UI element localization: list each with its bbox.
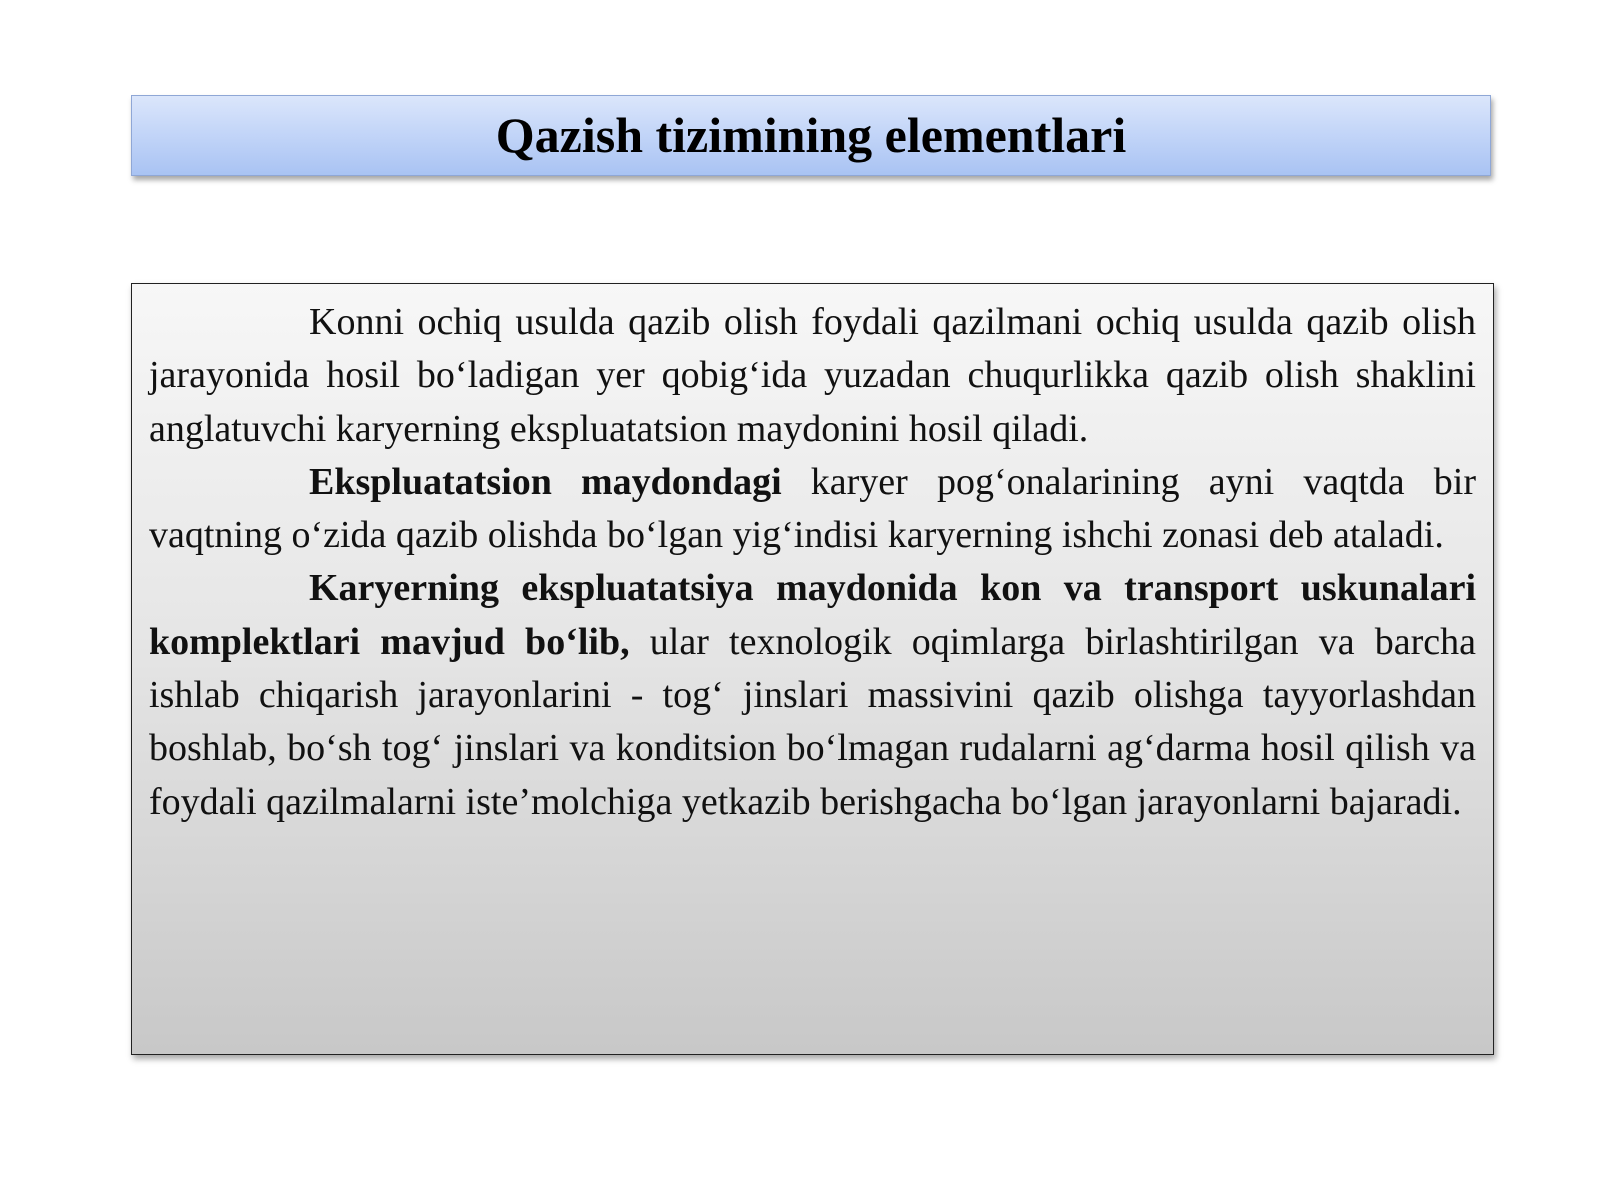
content-box — [131, 283, 1494, 1055]
slide-title: Qazish tizimining elementlari — [495, 106, 1127, 163]
paragraph-3-bold: Karyerning ekspluatatsiya maydonida kon va transport uskunalari komplektlari mavjud bo‘lib, — [149, 567, 1476, 663]
paragraph-2 — [149, 456, 1476, 563]
paragraph-2-text: karyer pog‘onalarining ayni vaqtda bir vaqtning o‘zida qazib olishda bo‘lgan yig‘indisi karyerning ishchi zonasi deb ataladi. — [149, 460, 1476, 557]
paragraph-2-bold: Ekspluatatsion maydondagi — [309, 460, 782, 503]
paragraph-3-text: ular texnologik oqimlarga birlashtirilgan va barcha ishlab chiqarish jarayonlarini - tog‘ jinslari massivini qazib olishga tayyorlashdan boshlab, bo‘sh tog‘ jinslari va konditsion bo‘lmagan rudalarni ag‘darma hosil qilish va foydali qazilmalarni iste’molchiga yetkazib berishgacha bo‘lgan jarayonlarni bajaradi. — [149, 620, 1476, 823]
paragraph-1 — [149, 296, 1476, 456]
title-box — [131, 95, 1491, 176]
paragraph-1-text: Konni ochiq usulda qazib olish foydali qazilmani ochiq usulda qazib olish jarayonida hosil bo‘ladigan yer qobig‘ida yuzadan chuqurlikka qazib olish shaklini anglatuvchi karyerning ekspluatatsion maydonini hosil qiladi. — [149, 301, 1476, 450]
paragraph-3 — [149, 562, 1476, 828]
